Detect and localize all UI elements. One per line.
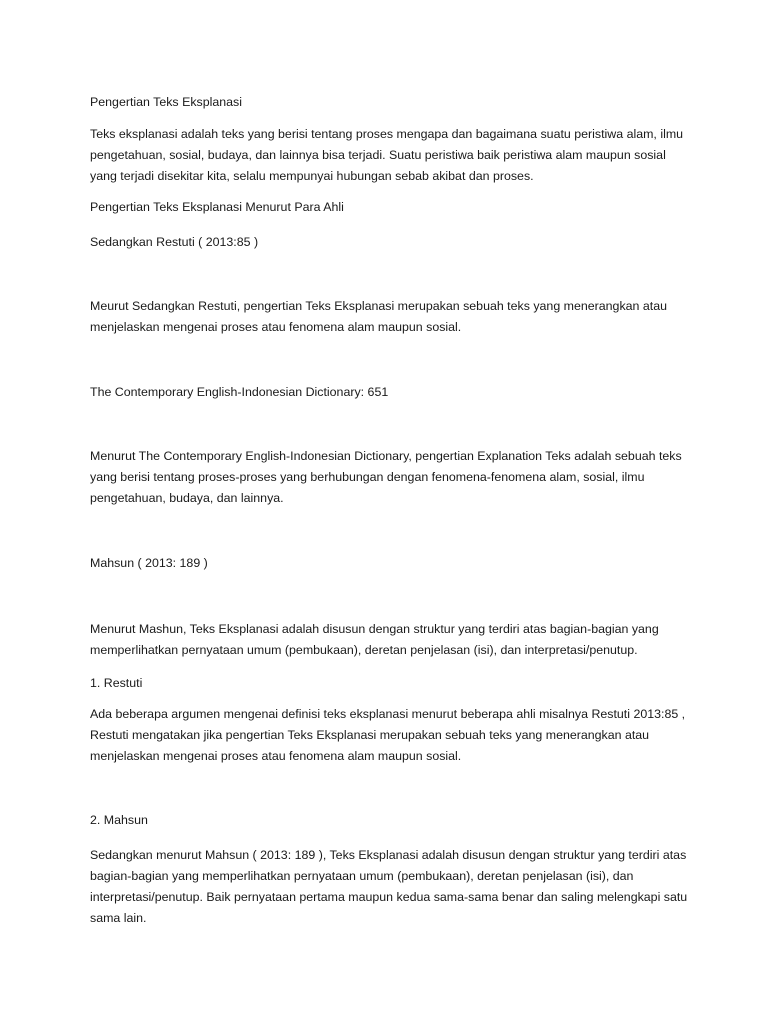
mahsun-paragraph: Menurut Mashun, Teks Eksplanasi adalah disusun dengan struktur yang terdiri atas bagian-bagian yang memperlihatkan pernyataan umum (pembukaan), deretan penjelasan (isi), dan interpretasi/penutup.: [90, 622, 659, 657]
dictionary-reference: The Contemporary English-Indonesian Dictionary: 651: [90, 385, 389, 399]
mahsun-reference: Mahsun ( 2013: 189 ): [90, 556, 208, 570]
intro-paragraph: Teks eksplanasi adalah teks yang berisi tentang proses mengapa dan bagaimana suatu peristiwa alam, ilmu pengetahuan, sosial, budaya, dan lainnya bisa terjadi. Suatu peristiwa baik peristiwa alam maupun sosial yang terjadi disekitar kita, selalu mempunyai hubungan sebab akibat dan proses.: [90, 127, 684, 183]
dictionary-paragraph: Menurut The Contemporary English-Indonesian Dictionary, pengertian Explanation Teks adalah sebuah teks yang berisi tentang proses-proses yang berhubungan dengan fenomena-fenomena alam, sosial, ilmu pengetahuan, budaya, dan lainnya.: [90, 449, 682, 505]
point-1-heading: 1. Restuti: [90, 676, 143, 690]
point-2-heading: 2. Mahsun: [90, 813, 148, 827]
restuti-reference: Sedangkan Restuti ( 2013:85 ): [90, 235, 259, 249]
document-title: Pengertian Teks Eksplanasi: [90, 95, 242, 109]
point-2-paragraph: Sedangkan menurut Mahsun ( 2013: 189 ), Teks Eksplanasi adalah disusun dengan struktur yang terdiri atas bagian-bagian yang memperlihatkan pernyataan umum (pembukaan), deretan penjelasan (isi), dan interpretasi/penutup. Baik pernyataan pertama maupun kedua sama-sama benar dan saling melengkapi satu sama lain.: [90, 848, 688, 925]
experts-heading: Pengertian Teks Eksplanasi Menurut Para Ahli: [90, 200, 344, 214]
restuti-paragraph: Meurut Sedangkan Restuti, pengertian Teks Eksplanasi merupakan sebuah teks yang menerangkan atau menjelaskan mengenai proses atau fenomena alam maupun sosial.: [90, 299, 667, 334]
point-1-paragraph: Ada beberapa argumen mengenai definisi teks eksplanasi menurut beberapa ahli misalnya Restuti 2013:85 , Restuti mengatakan jika pengertian Teks Eksplanasi merupakan sebuah teks yang menerangkan atau menjelaskan mengenai proses atau fenomena alam maupun sosial.: [90, 707, 686, 763]
